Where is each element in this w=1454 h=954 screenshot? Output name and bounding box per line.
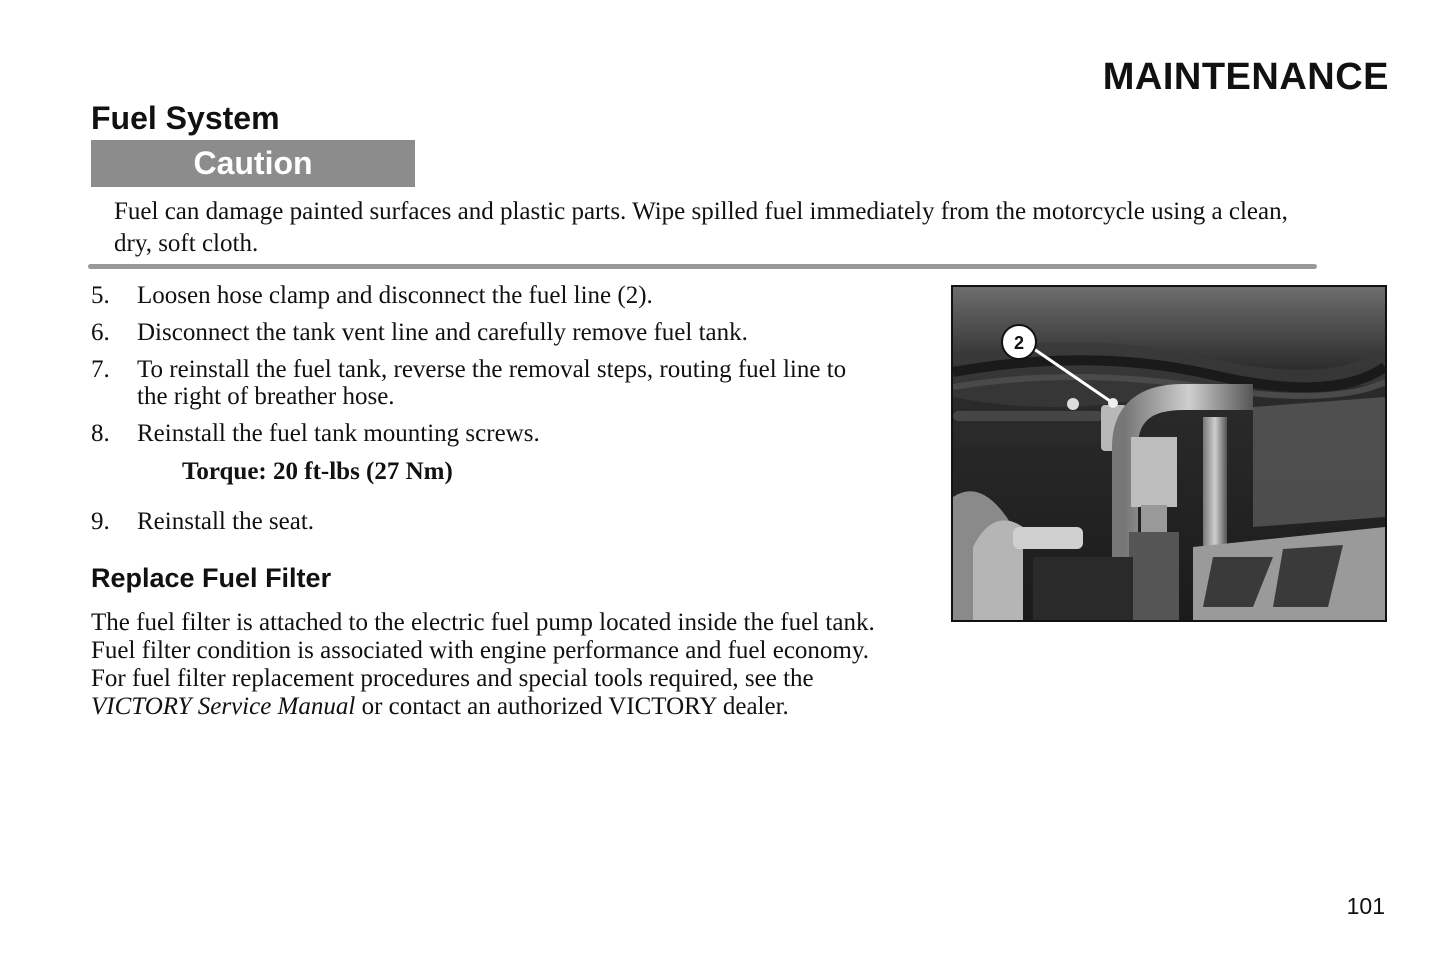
filter-heading: Replace Fuel Filter <box>91 563 332 593</box>
caution-divider <box>88 264 1317 269</box>
step-8 <box>91 420 871 447</box>
section-title: MAINTENANCE <box>1102 56 1389 98</box>
step-7 <box>91 356 861 410</box>
step-text: Reinstall the fuel tank mounting screws. <box>137 420 540 447</box>
fuel-line-photo <box>951 285 1387 622</box>
step-9 <box>91 508 871 535</box>
subsection-title: Fuel System <box>91 100 280 136</box>
step-6 <box>91 319 871 346</box>
filter-text: The fuel filter is attached to the electric fuel pump located inside the fuel tank. Fuel filter condition is associated with engine performance and fuel economy. For fuel filter replacement procedures and special tools required, see the <box>91 609 875 692</box>
callout-number: 2 <box>1013 333 1025 353</box>
step-text: To reinstall the fuel tank, reverse the removal steps, routing fuel line to the right of breather hose. <box>137 356 847 410</box>
manual-title: VICTORY Service Manual <box>91 693 356 720</box>
caution-text: Fuel can damage painted surfaces and plastic parts. Wipe spilled fuel immediately from the motorcycle using a clean, dry, soft cloth. <box>114 198 1288 257</box>
step-number: 5. <box>91 282 110 309</box>
torque-spec: Torque: 20 ft-lbs (27 Nm) <box>182 458 453 485</box>
photo-illustration <box>953 287 1385 620</box>
step-number: 7. <box>91 356 110 383</box>
step-5 <box>91 282 871 309</box>
step-text: Disconnect the tank vent line and carefully remove fuel tank. <box>137 319 748 346</box>
step-number: 9. <box>91 508 110 535</box>
step-number: 8. <box>91 420 110 447</box>
page-number: 101 <box>1346 893 1385 919</box>
filter-text-end: or contact an authorized VICTORY dealer. <box>355 693 789 720</box>
step-text: Loosen hose clamp and disconnect the fuel line (2). <box>137 282 653 309</box>
filter-paragraph <box>91 609 881 721</box>
step-text: Reinstall the seat. <box>137 508 315 535</box>
caution-label: Caution <box>91 140 415 187</box>
step-number: 6. <box>91 319 110 346</box>
